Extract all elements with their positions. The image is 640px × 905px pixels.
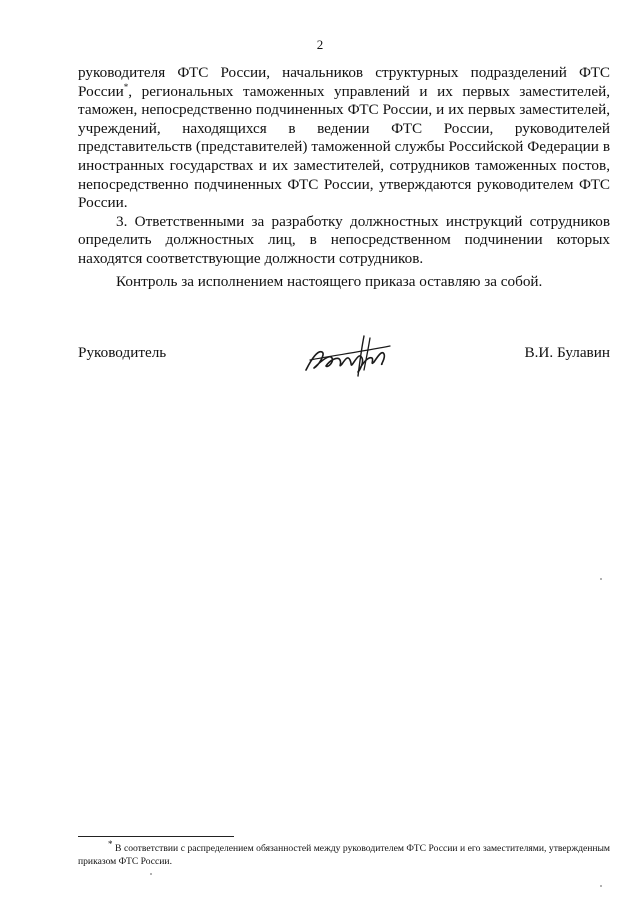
paragraph-item-3: 3. Ответственными за разработку должностных инструкций сотрудников определить должностных лиц, в непосредственном подчинении которых находятся соответствующие должности сотрудников. [78,212,610,267]
paragraph-continuation-text-2: , региональных таможенных управлений и их первых заместителей, таможен, непосредственно подчиненных ФТС России, и их первых заместителей, учреждений, находящихся в ведении ФТС России, руководителей представительств (представителей) таможенной службы Российской Федерации в иностранных государствах и их заместителей, сотрудников таможенных постов, непосредственно подчиненных ФТС России, утверждаются руководителем ФТС России. [78,82,610,212]
page-number: 2 [316,37,324,52]
handwritten-signature [300,330,400,378]
footnote-mark: * [108,838,113,849]
scan-speck [600,885,602,887]
paragraph-continuation-text: руководителя ФТС России, начальников структурных подразделений ФТС России [78,64,610,100]
footnote [78,838,610,868]
scan-speck [600,578,602,580]
footnote-separator [78,836,234,837]
control-statement: Контроль за исполнением настоящего приказа оставляю за собой. [116,273,543,290]
paragraph-continuation [78,64,610,213]
footnote-reference-mark: * [123,81,129,92]
scan-speck [150,873,152,875]
signatory-name: В.И. Булавин [524,344,610,361]
signatory-role: Руководитель [78,344,167,361]
document-body [78,64,610,269]
footnote-text: В соответствии с распределением обязанностей между руководителем ФТС России и его заместителями, утвержденным приказом ФТС России. [78,843,610,867]
